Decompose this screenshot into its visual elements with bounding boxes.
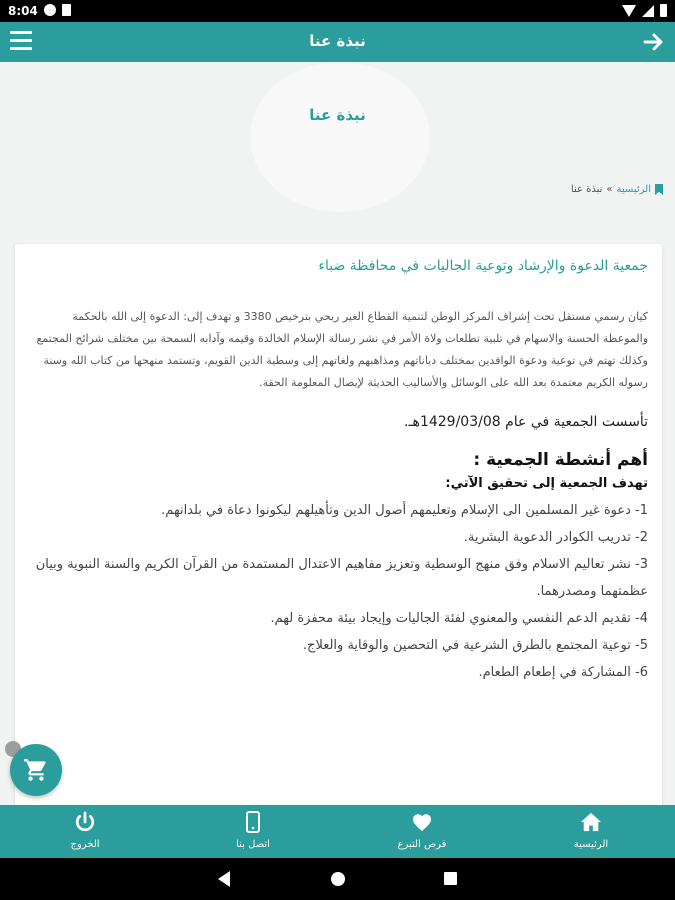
founded-date: تأسست الجمعية في عام 1429/03/08هـ. — [404, 414, 648, 430]
goals-list — [29, 497, 648, 686]
hero-title: نبذة عنا — [309, 106, 366, 124]
battery-icon — [660, 4, 667, 17]
breadcrumb — [571, 184, 663, 195]
signal-icon — [642, 5, 654, 17]
content-area — [0, 222, 675, 805]
nav-donate-label: فرص التبرع — [397, 839, 447, 850]
nav-contact-label: اتصل بنا — [236, 839, 270, 850]
organization-name: جمعية الدعوة والإرشاد وتوعية الجاليات في محافظة ضباء — [318, 258, 648, 274]
system-recents-icon[interactable] — [444, 872, 457, 885]
list-item: 3- نشر تعاليم الاسلام وفق منهج الوسطية وتعزيز مفاهيم الاعتدال المستمدة من القرآن الكريم والسنة النبوية وبيان عظمتهما ومصدرهما. — [35, 557, 648, 599]
cart-button[interactable] — [10, 744, 62, 796]
nav-home[interactable] — [541, 811, 641, 850]
system-home-icon[interactable] — [331, 872, 345, 886]
system-navigation-bar — [0, 858, 675, 900]
list-item: 2- تدريب الكوادر الدعوية البشرية. — [463, 530, 648, 545]
intro-paragraph: كيان رسمي مستقل تحت إشراف المركز الوطن لتنمية القطاع الغير ربحي بترخيص 3380 و تهدف إلى: الدعوة إلى الله بالحكمة والموعظة الحسنة والاسهام في تلبية تطلعات ولاة الأمر في نشر رسالة الإسلام الخالدة وقيمه وآدابه السمحة بين مختلف شرائح المجتمع وكذلك تهتم في توعية ودعوة الوافدين بمختلف دياناتهم ومذاهبهم ولغاتهم إلى وسطية الدين القويم، وتستمد منهجها من كتاب الله وسنة رسوله الكريم معتمدة بعد الله على الوسائل والأساليب الحديثة لإيصال المعلومة الحقة. — [36, 310, 648, 389]
bottom-navigation — [0, 805, 675, 858]
phone-icon — [246, 811, 260, 833]
status-bar — [0, 0, 675, 22]
arrow-right-icon[interactable] — [641, 30, 665, 54]
wifi-icon — [622, 5, 636, 17]
system-back-icon[interactable] — [218, 871, 230, 887]
app-bar — [0, 22, 675, 62]
bookmark-icon — [655, 184, 663, 195]
cart-icon — [23, 757, 49, 783]
goals-intro: تهدف الجمعية إلى تحقيق الآتي: — [445, 476, 648, 491]
power-icon — [74, 811, 96, 833]
list-item: 6- المشاركة في إطعام الطعام. — [478, 665, 648, 680]
breadcrumb-home-link[interactable]: الرئيسية — [616, 184, 651, 195]
page-title: نبذة عنا — [309, 32, 366, 50]
about-card — [15, 244, 662, 824]
home-icon — [580, 812, 602, 832]
status-time: 8:04 — [8, 4, 38, 18]
list-item: 4- تقديم الدعم النفسي والمعنوي لفئة الجاليات وإيجاد بيئة محفزة لهم. — [270, 611, 648, 626]
notification-icon — [44, 4, 56, 16]
hero-background-image — [250, 62, 430, 212]
heart-icon — [411, 812, 433, 832]
list-item: 5- توعية المجتمع بالطرق الشرعية في التحصين والوقاية والعلاج. — [302, 638, 648, 653]
activities-title: أهم أنشطة الجمعية : — [473, 450, 648, 470]
nav-donate[interactable] — [372, 811, 472, 850]
nav-exit-label: الخروج — [70, 839, 100, 850]
breadcrumb-separator: » — [606, 184, 613, 195]
hero-banner — [0, 62, 675, 222]
breadcrumb-current: نبذة عنا — [570, 184, 603, 195]
nav-contact[interactable] — [203, 811, 303, 850]
list-item: 1- دعوة غير المسلمين الى الإسلام وتعليمهم أصول الدين وتأهيلهم ليكونوا دعاة في بلدانهم. — [161, 503, 648, 518]
nav-home-label: الرئيسية — [573, 839, 609, 850]
sd-card-icon — [62, 4, 71, 16]
nav-exit[interactable] — [35, 811, 135, 850]
